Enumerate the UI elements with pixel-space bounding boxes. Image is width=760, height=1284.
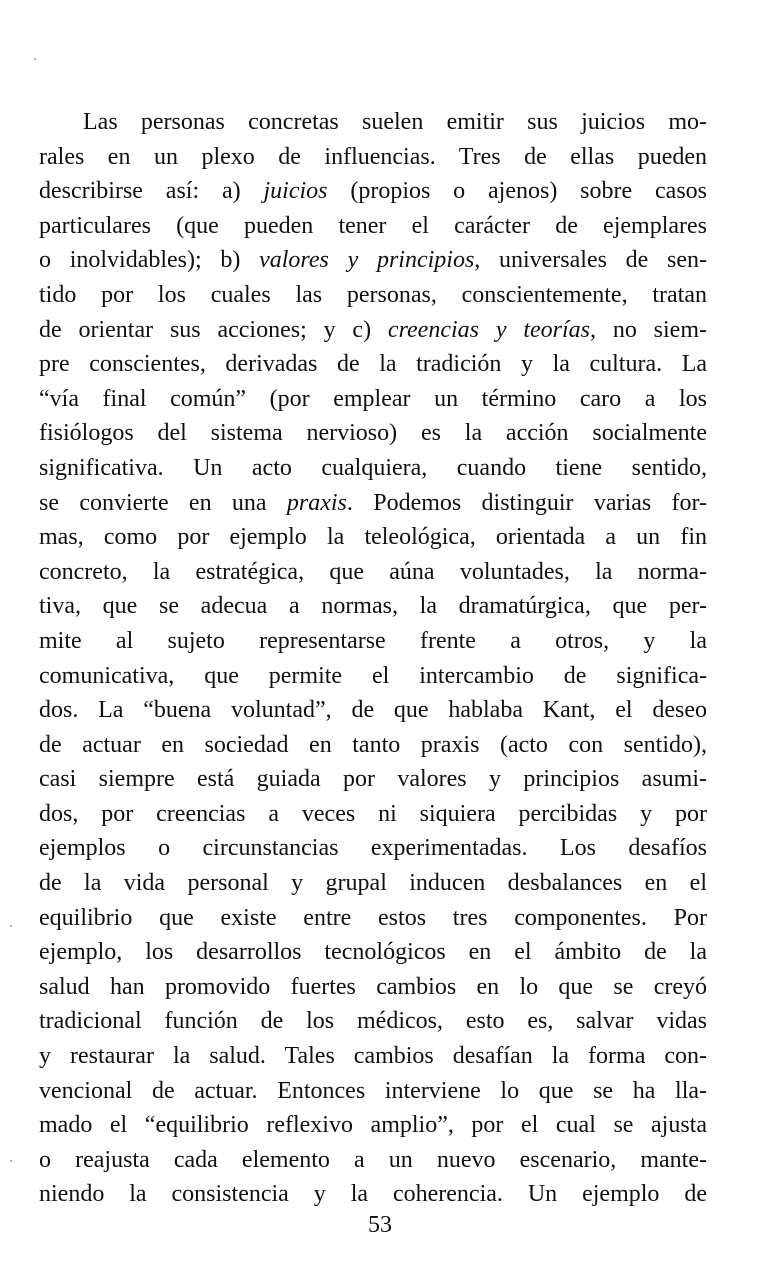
text-run: mas, como por ejemplo la teleológica, orientada a un fin [39, 524, 707, 551]
text-run: ejemplos o circunstancias experimentadas. Los desafíos [39, 835, 707, 862]
text-line [39, 866, 707, 901]
italic-term: valores y principios [259, 247, 475, 274]
text-run: salud han promovido fuertes cambios en lo que se creyó [39, 973, 707, 1000]
text-line [39, 1004, 707, 1039]
text-run: o reajusta cada elemento a un nuevo escenario, mante- [39, 1146, 707, 1173]
scan-speck [10, 925, 12, 927]
text-line [39, 347, 707, 382]
text-run: equilibrio que existe entre estos tres componentes. Por [39, 904, 707, 931]
text-line [39, 520, 707, 555]
text-run: particulares (que pueden tener el carácter de ejemplares [39, 212, 707, 239]
text-line [39, 659, 707, 694]
scan-speck [34, 58, 36, 60]
page-number: 53 [368, 1212, 392, 1238]
text-run: dos, por creencias a veces ni siquiera percibidas y por [39, 800, 707, 827]
text-run: de actuar en sociedad en tanto praxis (acto con sentido), [39, 731, 707, 758]
text-line [39, 797, 707, 832]
text-line [39, 105, 707, 140]
text-run: rales en un plexo de influencias. Tres de ellas pueden [39, 143, 707, 170]
text-line [39, 831, 707, 866]
text-run: de orientar sus acciones; y c) [39, 316, 388, 343]
text-line [39, 1177, 707, 1212]
scan-speck [10, 1160, 12, 1162]
text-run: tido por los cuales las personas, conscientemente, tratan [39, 281, 707, 308]
text-run: . Podemos distinguir varias for- [346, 489, 707, 516]
text-line [39, 1108, 707, 1143]
text-line [39, 1074, 707, 1109]
text-run: tradicional función de los médicos, esto es, salvar vidas [39, 1008, 707, 1035]
text-run: de la vida personal y grupal inducen desbalances en el [39, 870, 707, 897]
text-line [39, 382, 707, 417]
text-run: describirse así: a) [39, 178, 264, 205]
body-text [39, 105, 707, 1212]
text-line [39, 589, 707, 624]
text-run: concreto, la estratégica, que aúna voluntades, la norma- [39, 558, 707, 585]
text-line [39, 416, 707, 451]
text-run: “vía final común” (por emplear un término caro a los [39, 385, 707, 412]
text-run: dos. La “buena voluntad”, de que hablaba Kant, el deseo [39, 697, 707, 724]
text-line [39, 728, 707, 763]
text-run: vencional de actuar. Entonces interviene lo que se ha lla- [39, 1077, 707, 1104]
text-line [39, 486, 707, 521]
text-line [39, 762, 707, 797]
text-line [39, 243, 707, 278]
text-run: comunicativa, que permite el intercambio de significa- [39, 662, 707, 689]
text-run: niendo la consistencia y la coherencia. Un ejemplo de [39, 1181, 707, 1208]
text-run: Las personas concretas suelen emitir sus juicios mo- [83, 109, 707, 135]
text-run: y restaurar la salud. Tales cambios desafían la forma con- [39, 1043, 707, 1070]
italic-term: creencias y teorías, [387, 316, 596, 343]
text-line [39, 555, 707, 590]
text-run: casi siempre está guiada por valores y principios asumi- [39, 766, 707, 793]
italic-term: praxis [286, 489, 347, 516]
text-line [39, 278, 707, 313]
text-line [39, 451, 707, 486]
text-line [39, 970, 707, 1005]
text-line [39, 935, 707, 970]
text-run: mado el “equilibrio reflexivo amplio”, por el cual se ajusta [39, 1112, 707, 1139]
text-line [39, 174, 707, 209]
text-line [39, 1143, 707, 1178]
text-run: se convierte en una [39, 489, 287, 516]
text-run: , universales de sen- [474, 247, 708, 274]
text-line [39, 313, 707, 348]
text-run: ejemplo, los desarrollos tecnológicos en el ámbito de la [39, 939, 707, 966]
text-run: significativa. Un acto cualquiera, cuando tiene sentido, [39, 454, 707, 481]
text-run: pre conscientes, derivadas de la tradición y la cultura. La [39, 351, 707, 378]
text-run: tiva, que se adecua a normas, la dramatúrgica, que per- [39, 593, 707, 620]
text-line [39, 140, 707, 175]
text-line [39, 901, 707, 936]
text-line [39, 209, 707, 244]
text-line [39, 1039, 707, 1074]
text-run: no siem- [596, 316, 707, 343]
text-run: o inolvidables); b) [39, 247, 260, 274]
text-run: mite al sujeto representarse frente a otros, y la [39, 627, 707, 654]
text-line [39, 693, 707, 728]
text-run: (propios o ajenos) sobre casos [327, 178, 707, 205]
italic-term: juicios [263, 178, 328, 205]
text-line [39, 624, 707, 659]
text-run: fisiólogos del sistema nervioso) es la acción socialmente [39, 420, 707, 447]
